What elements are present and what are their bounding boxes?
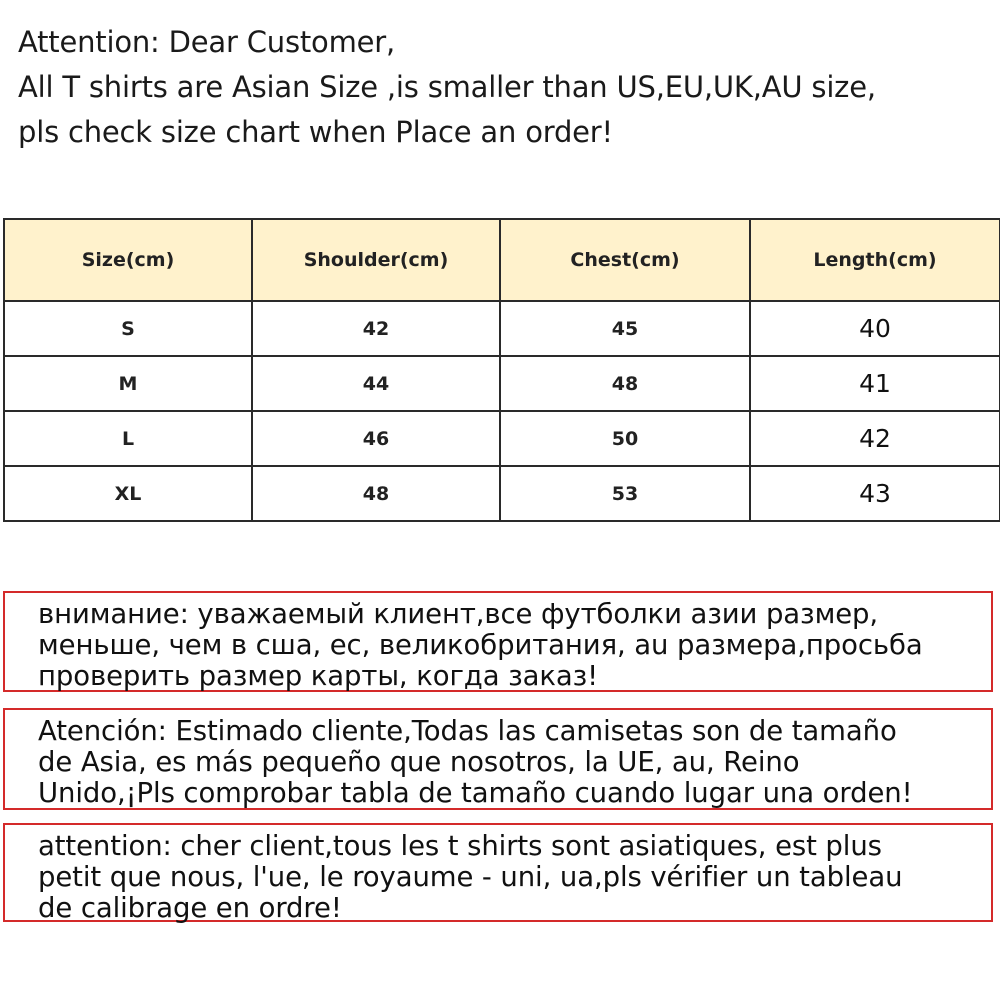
chest-cell: 50 <box>500 411 750 466</box>
length-cell: 42 <box>750 411 1000 466</box>
size-cell: M <box>4 356 252 411</box>
asian-size-line: All T shirts are Asian Size ,is smaller than US,EU,UK,AU size, <box>18 70 876 104</box>
attention-notice-russian <box>3 591 993 692</box>
notice-line: внимание: уважаемый клиент,все футболки азии размер, <box>38 598 879 630</box>
notice-line: проверить размер карты, когда заказ! <box>38 660 599 692</box>
notice-line: de Asia, es más pequeño que nosotros, la UE, au, Reino <box>38 746 800 778</box>
table-row <box>4 356 1000 411</box>
attention-notice-spanish <box>3 708 993 810</box>
size-cell: XL <box>4 466 252 521</box>
attention-line: Attention: Dear Customer, <box>18 25 395 59</box>
notice-line: de calibrage en ordre! <box>38 892 342 924</box>
notice-line: Atención: Estimado cliente,Todas las camisetas son de tamaño <box>38 715 897 747</box>
shoulder-cell: 48 <box>252 466 500 521</box>
length-cell: 41 <box>750 356 1000 411</box>
attention-notice-english <box>18 20 988 155</box>
size-chart-table <box>3 218 1000 522</box>
notice-line: attention: cher client,tous les t shirts sont asiatiques, est plus <box>38 830 882 862</box>
table-header-row <box>4 219 1000 301</box>
header-size: Size(cm) <box>4 219 252 301</box>
shoulder-cell: 42 <box>252 301 500 356</box>
table-row <box>4 411 1000 466</box>
attention-notice-french <box>3 823 993 922</box>
chest-cell: 53 <box>500 466 750 521</box>
chest-cell: 45 <box>500 301 750 356</box>
header-chest: Chest(cm) <box>500 219 750 301</box>
size-cell: L <box>4 411 252 466</box>
notice-line: меньше, чем в сша, ес, великобритания, au размера,просьба <box>38 629 923 661</box>
shoulder-cell: 44 <box>252 356 500 411</box>
table-row <box>4 466 1000 521</box>
length-cell: 43 <box>750 466 1000 521</box>
header-shoulder: Shoulder(cm) <box>252 219 500 301</box>
length-cell: 40 <box>750 301 1000 356</box>
header-length: Length(cm) <box>750 219 1000 301</box>
check-size-chart-line: pls check size chart when Place an order! <box>18 115 613 149</box>
shoulder-cell: 46 <box>252 411 500 466</box>
size-cell: S <box>4 301 252 356</box>
table-row <box>4 301 1000 356</box>
notice-line: Unido,¡Pls comprobar tabla de tamaño cuando lugar una orden! <box>38 777 913 809</box>
notice-line: petit que nous, l'ue, le royaume - uni, ua,pls vérifier un tableau <box>38 861 903 893</box>
chest-cell: 48 <box>500 356 750 411</box>
